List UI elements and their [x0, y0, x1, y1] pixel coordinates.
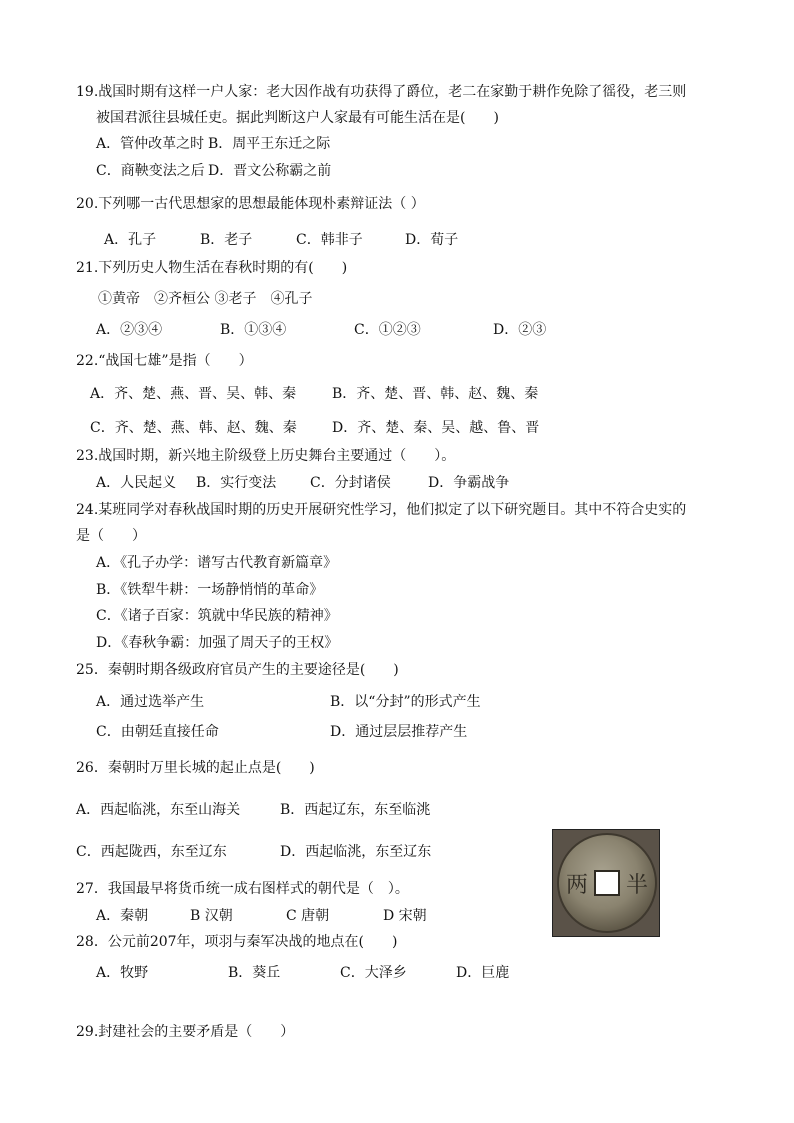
- q24-option-a: A．《孔子办学：谱写古代教育新篇章》: [96, 555, 338, 571]
- coin-glyph-right: 半: [625, 873, 649, 898]
- q23-option-c: C．分封诸侯: [310, 475, 391, 491]
- q20-option-d: D．荀子: [405, 232, 459, 248]
- q19-stem-line1: 19.战国时期有这样一户人家：老大因作战有功获得了爵位，老二在家勤于耕作免除了徭役，老三则: [76, 84, 687, 100]
- q19-option-b: B．周平王东迁之际: [208, 136, 331, 152]
- q26-option-b: B．西起辽东，东至临洮: [280, 802, 431, 818]
- q23-option-a: A．人民起义: [96, 475, 177, 491]
- q19-option-c: C．商鞅变法之后: [96, 163, 205, 179]
- q27-option-d: D 宋朝: [383, 908, 427, 924]
- q21-option-a: A．②③④: [96, 322, 163, 338]
- q25-option-c: C．由朝廷直接任命: [96, 724, 219, 740]
- q24-option-c: C．《诸子百家：筑就中华民族的精神》: [96, 608, 338, 624]
- q23-option-b: B．实行变法: [196, 475, 277, 491]
- q21-stem: 21.下列历史人物生活在春秋时期的有( ): [76, 260, 348, 276]
- q24-stem-line2: 是（ ）: [76, 528, 146, 544]
- q26-option-d: D．西起临洮，东至辽东: [280, 844, 432, 860]
- q26-option-c: C．西起陇西，东至辽东: [76, 844, 227, 860]
- ban-liang-coin-image: [552, 829, 660, 937]
- q28-option-c: C．大泽乡: [340, 965, 407, 981]
- q19-option-a: A．管仲改革之时: [96, 136, 205, 152]
- q26-stem: 26．秦朝时万里长城的起止点是( ): [76, 760, 315, 776]
- q21-items: ①黄帝 ②齐桓公 ③老子 ④孔子: [98, 291, 313, 307]
- q22-option-d: D．齐、楚、秦、吴、越、鲁、晋: [332, 420, 540, 436]
- q21-option-c: C．①②③: [354, 322, 421, 338]
- q19-stem-line2: 被国君派往县城任吏。据此判断这户人家最有可能生活在是( ): [96, 110, 499, 126]
- q22-option-a: A．齐、楚、燕、晋、吴、韩、秦: [90, 386, 297, 402]
- q27-option-c: C 唐朝: [286, 908, 330, 924]
- q24-stem-line1: 24.某班同学对春秋战国时期的历史开展研究性学习，他们拟定了以下研究题目。其中不符合史实的: [76, 502, 687, 518]
- q28-option-a: A．牧野: [96, 965, 149, 981]
- q26-option-a: A．西起临洮，东至山海关: [76, 802, 241, 818]
- q27-option-b: B 汉朝: [190, 908, 233, 924]
- q29-stem: 29.封建社会的主要矛盾是（ ）: [76, 1024, 295, 1040]
- q23-stem: 23.战国时期，新兴地主阶级登上历史舞台主要通过（ ）。: [76, 448, 456, 464]
- q28-option-d: D．巨鹿: [456, 965, 510, 981]
- q25-option-b: B．以“分封”的形式产生: [330, 694, 481, 710]
- q27-stem: 27．我国最早将货币统一成右图样式的朝代是（ ）。: [76, 881, 409, 897]
- q25-option-d: D．通过层层推荐产生: [330, 724, 468, 740]
- q22-stem: 22.“战国七雄”是指（ ）: [76, 353, 253, 369]
- q25-option-a: A．通过选举产生: [96, 694, 205, 710]
- q22-option-b: B．齐、楚、晋、韩、赵、魏、秦: [332, 386, 539, 402]
- q27-option-a: A．秦朝: [96, 908, 149, 924]
- q20-stem: 20.下列哪一古代思想家的思想最能体现朴素辩证法（ ）: [76, 196, 425, 212]
- q28-stem: 28．公元前207年，项羽与秦军决战的地点在( ): [76, 934, 398, 950]
- q24-option-b: B．《铁犁牛耕：一场静悄悄的革命》: [96, 582, 324, 598]
- q24-option-d: D．《春秋争霸：加强了周天子的王权》: [96, 635, 339, 651]
- q19-option-d: D．晋文公称霸之前: [208, 163, 332, 179]
- coin-glyph-left: 两: [565, 873, 589, 898]
- q20-option-b: B．老子: [200, 232, 253, 248]
- q20-option-c: C．韩非子: [296, 232, 363, 248]
- q21-option-b: B．①③④: [220, 322, 287, 338]
- q28-option-b: B．葵丘: [228, 965, 281, 981]
- q23-option-d: D．争霸战争: [428, 475, 510, 491]
- q25-stem: 25．秦朝时期各级政府官员产生的主要途径是( ): [76, 662, 399, 678]
- q21-option-d: D．②③: [493, 322, 547, 338]
- q22-option-c: C．齐、楚、燕、韩、赵、魏、秦: [90, 420, 297, 436]
- q20-option-a: A．孔子: [104, 232, 157, 248]
